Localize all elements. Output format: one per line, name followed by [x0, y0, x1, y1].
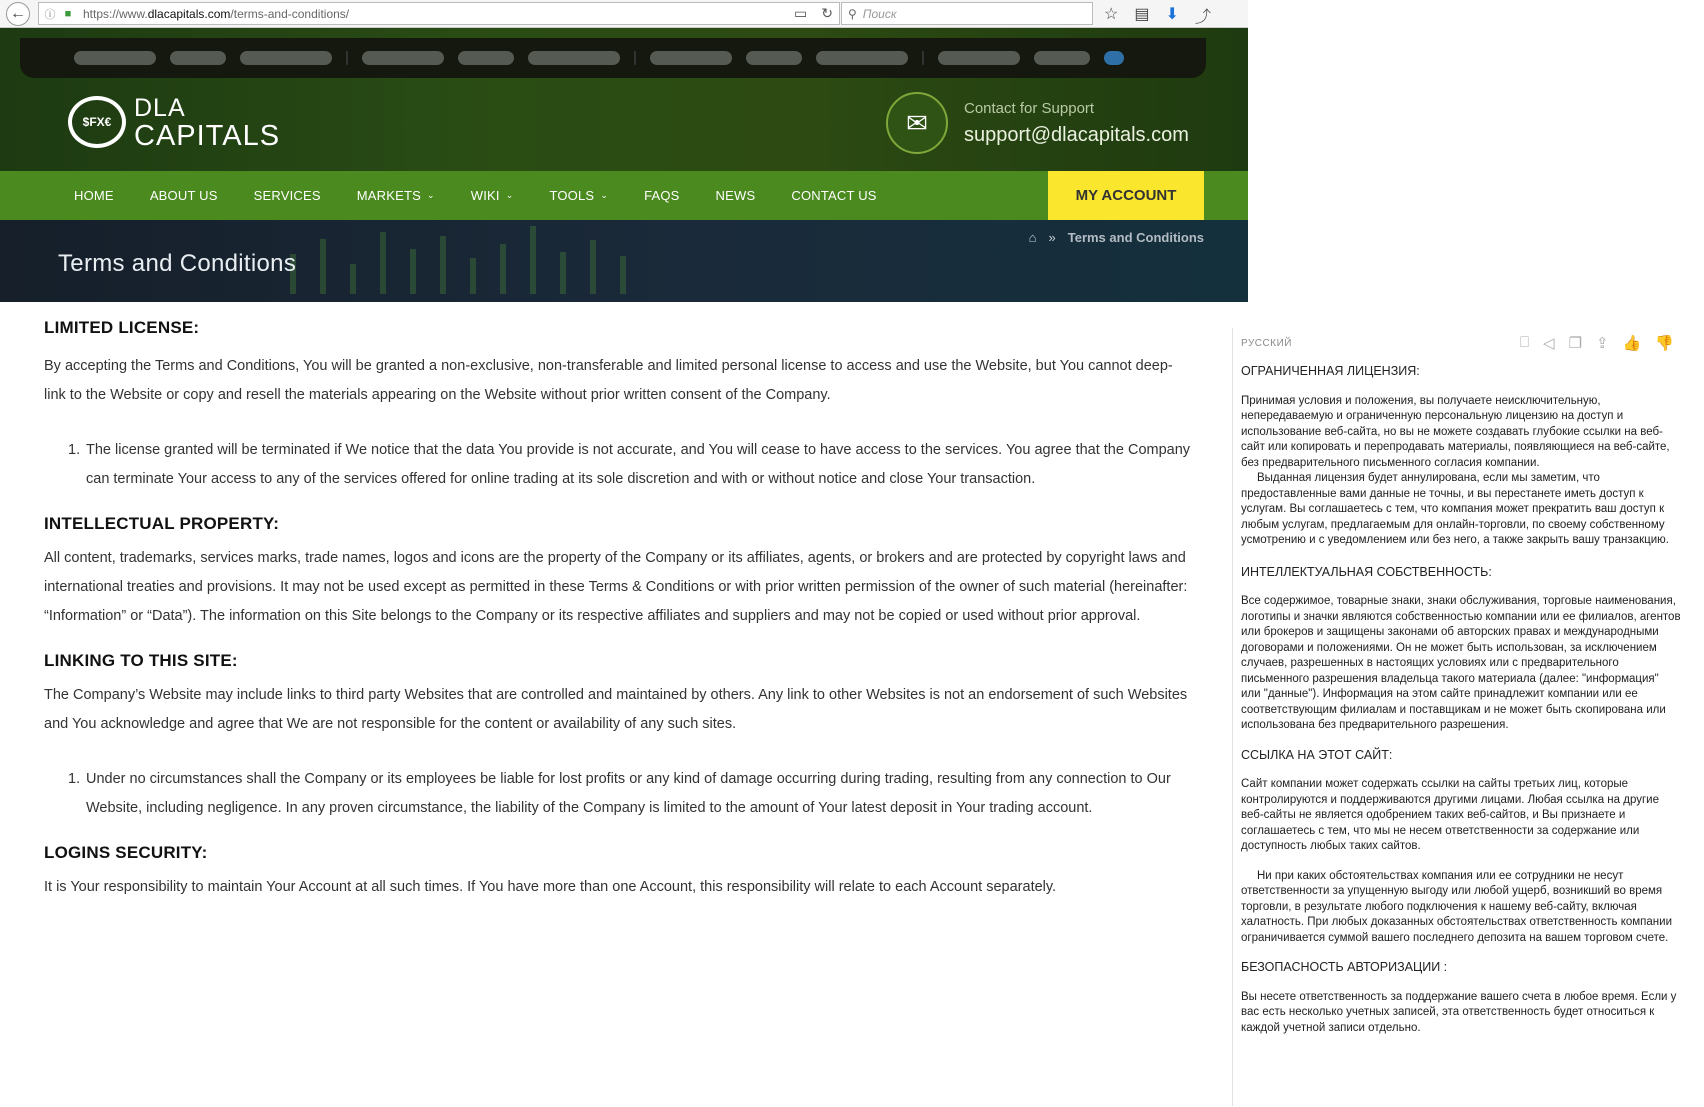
library-icon[interactable]: ▤: [1134, 6, 1150, 23]
address-bar[interactable]: [38, 2, 840, 25]
thumbs-down-icon[interactable]: 👎: [1655, 335, 1674, 352]
translation-paragraph: Ни при каких обстоятельствах компания или ее сотрудники не несут ответственности за упущенную выгоду или любой ущерб, возникший во время торговли, в результате любого подключения к нашему веб-сайту, включая халатность. При любых доказанных обстоятельствах ответственность компании ограничивается суммой вашего последнего депозита на вашем торговом счете.: [1241, 869, 1673, 944]
translation-heading: БЕЗОПАСНОСТЬ АВТОРИЗАЦИИ :: [1241, 960, 1448, 974]
list-number: 1.: [68, 771, 81, 787]
logo-badge-icon: $FX€: [68, 96, 126, 148]
translation-paragraph: Выданная лицензия будет аннулирована, если мы заметим, что предоставленные вами данные не точны, и вы перестанете иметь доступ к услугам. Вы соглашаетесь с тем, что компания может прекратить ваш доступ к любым услугам, предлагаемым для онлайн-торговли, по своему собственному усмотрению и с уведомлением или без него, а также закрыть вашу транзакцию.: [1241, 472, 1669, 546]
blurred-top-bar: [20, 38, 1206, 78]
translation-text: [1241, 364, 1681, 1036]
terms-content: [44, 318, 1194, 902]
nav-services[interactable]: SERVICES: [253, 188, 321, 203]
mail-icon: ✉: [886, 92, 948, 154]
paragraph: It is Your responsibility to maintain Your Account at all such times. If You have more than one Account, this responsibility will relate to each Account separately.: [44, 879, 1057, 895]
translation-paragraph: Принимая условия и положения, вы получаете неисключительную, непередаваемую и ограниченную персональную лицензию на доступ и использование веб-сайта, но вы не можете создавать глубокие ссылки на веб-сайт или копировать и перепродавать материалы, появляющиеся на веб-сайте, без предварительного письменного согласия компании.: [1241, 394, 1670, 469]
nav-tools[interactable]: TOOLS ⌄: [549, 188, 609, 203]
logo-line1: DLA: [134, 94, 186, 122]
my-account-button[interactable]: MY ACCOUNT: [1048, 171, 1204, 220]
contact-label: Contact for Support: [964, 100, 1095, 117]
list-item: [44, 436, 1194, 494]
translation-heading: ИНТЕЛЛЕКТУАЛЬНАЯ СОБСТВЕННОСТЬ:: [1241, 564, 1492, 579]
section-heading: INTELLECTUAL PROPERTY:: [44, 514, 280, 533]
paragraph: The Company’s Website may include links to third party Websites that are controlled and maintained by others. Any link to other Websites is not an endorsement of such Websites and You acknowledge and agree that We are not responsible for the content or availability of any such sites.: [44, 687, 1188, 732]
translation-paragraph: Все содержимое, товарные знаки, знаки обслуживания, торговые наименования, логотипы и значки являются собственностью компании или ее филиалов, агентов или брокеров и защищены законами об авторских правах и международными договорами и положениями. Он не может быть использован, за исключением случаев, разрешенных в настоящих условиях или с предварительного письменного разрешения владельца такого материала (далее: "информация" или "данные"). Информация на этом сайте принадлежит компании или ее соответствующим филиалам и поставщикам и не может быть скопирована или использована без предварительного разрешения.: [1241, 595, 1681, 731]
share-icon[interactable]: ⇪: [1596, 335, 1609, 352]
nav-news[interactable]: NEWS: [715, 188, 756, 203]
copy-icon[interactable]: ❐: [1568, 335, 1583, 352]
breadcrumb-separator: »: [1048, 230, 1056, 245]
back-arrow-icon[interactable]: ←: [6, 2, 30, 26]
thumbs-up-icon[interactable]: 👍: [1622, 335, 1642, 352]
nav-markets[interactable]: MARKETS ⌄: [356, 188, 435, 203]
search-placeholder: Поиск: [862, 6, 897, 21]
section-heading: LIMITED LICENSE:: [44, 318, 200, 337]
chevron-down-icon: ⌄: [427, 190, 435, 200]
extension-icon[interactable]: ⤴: [1194, 9, 1211, 26]
nav-contact-us[interactable]: CONTACT US: [791, 188, 877, 203]
speaker-icon[interactable]: ◁: [1543, 335, 1555, 352]
reload-icon[interactable]: ↻: [821, 5, 833, 21]
download-icon[interactable]: ⬇: [1165, 6, 1179, 23]
url-text[interactable]: https://www.dlacapitals.com/terms-and-conditions/: [83, 6, 350, 21]
list-item: [44, 765, 1194, 823]
translation-panel: [1232, 328, 1688, 1106]
list-text: Under no circumstances shall the Company or its employees be liable for lost profits or any kind of damage occurring during trading, resulting from any connection to Our Website, including negligence. In any proven circumstance, the liability of the Company is limited to the amount of Your latest deposit in Your trading account.: [86, 771, 1171, 816]
list-number: 1.: [68, 442, 81, 458]
chevron-down-icon: ⌄: [505, 190, 514, 200]
paragraph: All content, trademarks, services marks, trade names, logos and icons are the property of the Company or its affiliates, agents, or brokers and are protected by copyright laws and international treaties and provisions. It may not be used except as permitted in these Terms & Conditions or with prior written permission of the owner of such material (hereinafter: “Information” or “Data”). The information on this Site belongs to the Company or its respective affiliates and suppliers and may not be copied or used without prior approval.: [44, 550, 1188, 624]
translation-heading: ОГРАНИЧЕННАЯ ЛИЦЕНЗИЯ:: [1241, 364, 1420, 378]
section-heading: LINKING TO THIS SITE:: [44, 651, 238, 670]
translation-paragraph: Сайт компании может содержать ссылки на сайты третьих лиц, которые контролируются и поддерживаются другими лицами. Любая ссылка на другие веб-сайты не является одобрением таких веб-сайтов, и Вы признаете и соглашаетесь с тем, что мы не несем ответственности за содержание или доступность любых таких сайтов.: [1241, 778, 1659, 852]
nav-about-us[interactable]: ABOUT US: [149, 188, 218, 203]
site-logo[interactable]: [68, 94, 280, 150]
nav-wiki[interactable]: WIKI ⌄: [470, 188, 514, 203]
nav-faqs[interactable]: FAQS: [644, 188, 680, 203]
page-title: Terms and Conditions: [58, 250, 297, 277]
section-heading: LOGINS SECURITY:: [44, 843, 208, 862]
chevron-down-icon: ⌄: [600, 190, 609, 200]
target-language-label[interactable]: РУССКИЙ: [1241, 338, 1292, 349]
info-icon[interactable]: ⓘ: [44, 8, 56, 21]
translation-heading: ССЫЛКА НА ЭТОТ САЙТ:: [1241, 747, 1393, 762]
page-hero: [0, 220, 1248, 302]
support-email-link[interactable]: support@dlacapitals.com: [964, 124, 1189, 146]
site-header: [0, 28, 1248, 302]
bookmark-star-icon[interactable]: ☆: [1104, 6, 1119, 23]
hero-chart-decoration: [280, 220, 680, 302]
lock-icon: ■: [64, 7, 72, 20]
translation-paragraph: Вы несете ответственность за поддержание вашего счета в любое время. Если у вас есть несколько учетных записей, эта ответственность будет относиться к каждой учетной записи отдельно.: [1241, 990, 1677, 1034]
browser-search-input[interactable]: [841, 2, 1093, 25]
reader-view-icon[interactable]: ▭: [794, 5, 808, 21]
list-text: The license granted will be terminated if We notice that the data You provide is not accurate, and You will cease to have access to the services. You agree that the Company can terminate Your access to any of the services offered for online trading at its sole discretion and with or without notice and close Your transaction.: [86, 442, 1191, 487]
logo-line2: CAPITALS: [134, 120, 281, 152]
breadcrumb-current: Terms and Conditions: [1067, 230, 1204, 245]
paragraph: By accepting the Terms and Conditions, You will be granted a non-exclusive, non-transferable and limited personal license to access and use the Website, but You cannot deep-link to the Website or copy and resell the materials appearing on the Website without prior written consent of the Company.: [44, 358, 1173, 403]
browser-toolbar: [0, 0, 1248, 28]
home-icon[interactable]: ⌂: [1028, 230, 1037, 245]
search-icon: ⚲: [848, 6, 857, 21]
bookmark-icon[interactable]: ⎕: [1520, 334, 1530, 351]
nav-home[interactable]: HOME: [74, 188, 114, 203]
breadcrumb: [1029, 230, 1204, 245]
